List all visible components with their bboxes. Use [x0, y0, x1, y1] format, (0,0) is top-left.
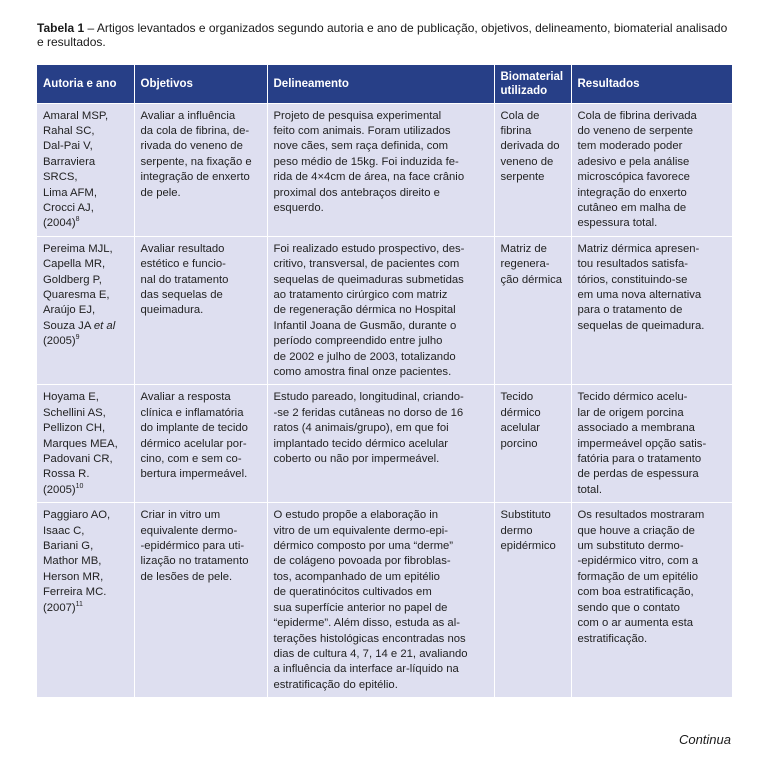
- resultados-line: Os resultados mostraram: [577, 509, 705, 522]
- cell-resultados: [571, 236, 732, 385]
- articles-table: [37, 65, 732, 697]
- cell-biomaterial: [494, 236, 571, 385]
- year-line: [43, 483, 128, 498]
- resultados-line: tou resultados satisfa-: [577, 258, 689, 271]
- resultados-line: espessura total.: [577, 217, 658, 230]
- author-line: Hoyama E,: [43, 391, 99, 404]
- resultados-line: um substituto dermo-: [577, 540, 684, 553]
- resultados-line: impermeável opção satis-: [577, 437, 707, 450]
- year-line: [43, 334, 128, 349]
- biomaterial-line: epidérmico: [500, 540, 556, 553]
- biomaterial-line: acelular: [500, 422, 541, 435]
- objetivos-line: de lesões de pele.: [140, 570, 233, 583]
- delineamento-line: Foi realizado estudo prospectivo, des-: [273, 242, 465, 255]
- author-line: Rahal SC,: [43, 124, 95, 137]
- biomaterial-line: porcino: [500, 437, 538, 450]
- publication-year: (2005): [43, 335, 76, 348]
- cell-autoria: [37, 236, 134, 385]
- publication-year: (2005): [43, 483, 76, 496]
- delineamento-line: dias de cultura 4, 7, 14 e 21, avaliando: [273, 647, 468, 660]
- delineamento-line: “epiderme”. Além disso, estuda as al-: [273, 617, 460, 630]
- objetivos-line: equivalente dermo-: [140, 524, 238, 537]
- objetivos-line: Avaliar resultado: [140, 242, 225, 255]
- table-row: [37, 503, 732, 697]
- delineamento-line: de regeneração dérmica no Hospital: [273, 304, 456, 317]
- delineamento-line: a influência da interface ar-líquido na: [273, 663, 459, 676]
- author-line: SRCS,: [43, 171, 78, 184]
- cell-resultados: [571, 385, 732, 503]
- objetivos-line: bertura impermeável.: [140, 468, 248, 481]
- resultados-line: estratificação.: [577, 632, 648, 645]
- author-name: Souza JA: [43, 319, 91, 332]
- cell-objetivos: [134, 236, 267, 385]
- cell-resultados: [571, 503, 732, 697]
- biomaterial-line: Tecido: [500, 391, 534, 404]
- author-line: Quaresma E,: [43, 288, 110, 301]
- objetivos-line: do implante de tecido: [140, 422, 248, 435]
- author-line: Dal-Pai V,: [43, 140, 93, 153]
- reference-number: 8: [75, 216, 80, 224]
- delineamento-line: de queratinócitos cultivados em: [273, 586, 432, 599]
- objetivos-line: Avaliar a influência: [140, 109, 236, 122]
- delineamento-line: sequelas de queimaduras submetidas: [273, 273, 464, 286]
- author-line: Mathor MB,: [43, 555, 102, 568]
- resultados-line: sequelas de queimadura.: [577, 319, 705, 332]
- delineamento-line: vitro de um equivalente dermo-epi-: [273, 524, 449, 537]
- header-objetivos: Objetivos: [134, 65, 267, 103]
- resultados-line: lar de origem porcina: [577, 406, 684, 419]
- author-line: [43, 319, 128, 334]
- delineamento-line: dérmico composto por uma “derme”: [273, 540, 454, 553]
- resultados-line: -epidérmico vitro, com a: [577, 555, 699, 568]
- biomaterial-line: dérmico: [500, 406, 541, 419]
- biomaterial-line: fibrina: [500, 124, 532, 137]
- resultados-line: formação de um epitélio: [577, 570, 699, 583]
- resultados-line: sendo que o contato: [577, 601, 680, 614]
- reference-number: 9: [75, 334, 80, 342]
- cell-objetivos: [134, 503, 267, 697]
- objetivos-line: rivada do veneno de: [140, 140, 243, 153]
- biomaterial-line: derivada do: [500, 140, 560, 153]
- cell-objetivos: [134, 385, 267, 503]
- author-line: Rossa R.: [43, 468, 90, 481]
- author-line: Isaac C,: [43, 524, 85, 537]
- author-line: Araújo EJ,: [43, 304, 96, 317]
- delineamento-line: ao tratamento cirúrgico com matriz: [273, 288, 448, 301]
- objetivos-line: Criar in vitro um: [140, 509, 221, 522]
- cell-biomaterial: [494, 503, 571, 697]
- objetivos-line: de pele.: [140, 186, 181, 199]
- author-line: Barraviera: [43, 155, 96, 168]
- delineamento-line: de colágeno povoada por fibroblas-: [273, 555, 451, 568]
- delineamento-line: Infantil Joana de Gusmão, durante o: [273, 319, 457, 332]
- cell-delineamento: [267, 385, 494, 503]
- author-line: Amaral MSP,: [43, 109, 109, 122]
- table-row: [37, 385, 732, 503]
- delineamento-line: O estudo propõe a elaboração in: [273, 509, 439, 522]
- resultados-line: Cola de fibrina derivada: [577, 109, 697, 122]
- resultados-line: tem moderado poder: [577, 140, 683, 153]
- biomaterial-line: Cola de: [500, 109, 540, 122]
- year-line: [43, 601, 128, 616]
- cell-autoria: [37, 103, 134, 236]
- delineamento-line: peso médio de 15kg. Foi induzida fe-: [273, 155, 459, 168]
- delineamento-line: de 2002 e julho de 2003, totalizando: [273, 350, 456, 363]
- resultados-line: associado a membrana: [577, 422, 695, 435]
- author-line: Crocci AJ,: [43, 201, 94, 214]
- delineamento-line: terações histológicas encontradas nos: [273, 632, 466, 645]
- author-line: Paggiaro AO,: [43, 509, 111, 522]
- delineamento-line: coberto ou não por impermeável.: [273, 453, 440, 466]
- resultados-line: com boa estratificação,: [577, 586, 694, 599]
- objetivos-line: dérmico acelular por-: [140, 437, 247, 450]
- delineamento-line: feito com animais. Foram utilizados: [273, 124, 451, 137]
- delineamento-line: critivo, transversal, de pacientes com: [273, 258, 460, 271]
- header-biomaterial: Biomaterial utilizado: [494, 65, 571, 103]
- author-line: Goldberg P,: [43, 273, 102, 286]
- resultados-line: Tecido dérmico acelu-: [577, 391, 688, 404]
- header-resultados: Resultados: [571, 65, 732, 103]
- objetivos-line: clínica e inflamatória: [140, 406, 244, 419]
- resultados-line: integração do enxerto: [577, 186, 687, 199]
- author-line: Pellizon CH,: [43, 422, 106, 435]
- objetivos-line: queimadura.: [140, 304, 204, 317]
- resultados-line: em uma nova alternativa: [577, 288, 702, 301]
- publication-year: (2007): [43, 601, 76, 614]
- continua-label: Continua: [678, 732, 731, 747]
- resultados-line: de perdas de espessura: [577, 468, 699, 481]
- resultados-line: fatória para o tratamento: [577, 453, 702, 466]
- delineamento-line: como amostra final onze pacientes.: [273, 366, 452, 378]
- biomaterial-line: regenera-: [500, 258, 550, 271]
- header-row: [37, 65, 732, 103]
- delineamento-line: implantado tecido dérmico acelular: [273, 437, 449, 450]
- table-caption: [37, 21, 733, 49]
- author-line: Padovani CR,: [43, 453, 113, 466]
- resultados-line: total.: [577, 483, 602, 496]
- cell-delineamento: [267, 236, 494, 385]
- objetivos-line: lização no tratamento: [140, 555, 249, 568]
- resultados-line: para o tratamento de: [577, 304, 683, 317]
- resultados-line: tórios, constituindo-se: [577, 273, 688, 286]
- objetivos-line: Avaliar a resposta: [140, 391, 231, 404]
- reference-number: 11: [75, 600, 83, 608]
- cell-biomaterial: [494, 385, 571, 503]
- resultados-line: com o ar aumenta esta: [577, 617, 694, 630]
- caption-label: Tabela 1: [37, 21, 85, 35]
- cell-objetivos: [134, 103, 267, 236]
- cell-delineamento: [267, 103, 494, 236]
- delineamento-line: rida de 4×4cm de área, na face crânio: [273, 171, 465, 184]
- objetivos-line: serpente, na fixação e: [140, 155, 252, 168]
- delineamento-line: período compreendido entre julho: [273, 335, 443, 348]
- author-line: Schellini AS,: [43, 406, 106, 419]
- delineamento-line: Projeto de pesquisa experimental: [273, 109, 442, 122]
- delineamento-line: Estudo pareado, longitudinal, criando-: [273, 391, 464, 404]
- author-line: Pereima MJL,: [43, 242, 113, 255]
- delineamento-line: esquerdo.: [273, 201, 324, 214]
- objetivos-line: nal do tratamento: [140, 273, 229, 286]
- biomaterial-line: serpente: [500, 171, 545, 184]
- biomaterial-line: ção dérmica: [500, 273, 563, 286]
- header-autoria: Autoria e ano: [37, 65, 134, 103]
- delineamento-line: nove cães, sem raça definida, com: [273, 140, 449, 153]
- cell-delineamento: [267, 503, 494, 697]
- objetivos-line: integração de enxerto: [140, 171, 250, 184]
- biomaterial-line: Substituto: [500, 509, 551, 522]
- author-line: Herson MR,: [43, 570, 104, 583]
- objetivos-line: estético e funcio-: [140, 258, 226, 271]
- biomaterial-line: veneno de: [500, 155, 554, 168]
- et-al: et al: [93, 319, 116, 332]
- objetivos-line: da cola de fibrina, de-: [140, 124, 250, 137]
- objetivos-line: cino, com e sem co-: [140, 453, 242, 466]
- table-row: [37, 103, 732, 236]
- caption-text: – Artigos levantados e organizados segundo autoria e ano de publicação, objetivos, delineamento, biomaterial analisado e resultados.: [37, 21, 728, 49]
- resultados-line: do veneno de serpente: [577, 124, 694, 137]
- resultados-line: Matriz dérmica apresen-: [577, 242, 700, 255]
- delineamento-line: proximal dos antebraços direito e: [273, 186, 440, 199]
- biomaterial-line: dermo: [500, 524, 533, 537]
- objetivos-line: -epidérmico para uti-: [140, 540, 245, 553]
- biomaterial-line: Matriz de: [500, 242, 547, 255]
- reference-number: 10: [75, 483, 84, 491]
- delineamento-line: ratos (4 animais/grupo), em que foi: [273, 422, 449, 435]
- delineamento-line: tos, acompanhado de um epitélio: [273, 570, 440, 583]
- resultados-line: que houve a criação de: [577, 524, 695, 537]
- cell-autoria: [37, 385, 134, 503]
- resultados-line: adesivo e pela análise: [577, 155, 690, 168]
- delineamento-line: estratificação do epitélio.: [273, 678, 398, 691]
- author-line: Lima AFM,: [43, 186, 97, 199]
- header-delineamento: Delineamento: [267, 65, 494, 103]
- author-line: Bariani G,: [43, 540, 94, 553]
- cell-autoria: [37, 503, 134, 697]
- resultados-line: microscópica favorece: [577, 171, 690, 184]
- author-line: Capella MR,: [43, 258, 106, 271]
- delineamento-line: sua superfície anterior no papel de: [273, 601, 448, 614]
- delineamento-line: -se 2 feridas cutâneas no dorso de 16: [273, 406, 464, 419]
- author-line: Marques MEA,: [43, 437, 118, 450]
- table-row: [37, 236, 732, 385]
- resultados-line: cutâneo em malha de: [577, 201, 687, 214]
- objetivos-line: das sequelas de: [140, 288, 223, 301]
- publication-year: (2004): [43, 217, 76, 230]
- cell-resultados: [571, 103, 732, 236]
- cell-biomaterial: [494, 103, 571, 236]
- year-line: [43, 216, 128, 231]
- author-line: Ferreira MC.: [43, 586, 107, 599]
